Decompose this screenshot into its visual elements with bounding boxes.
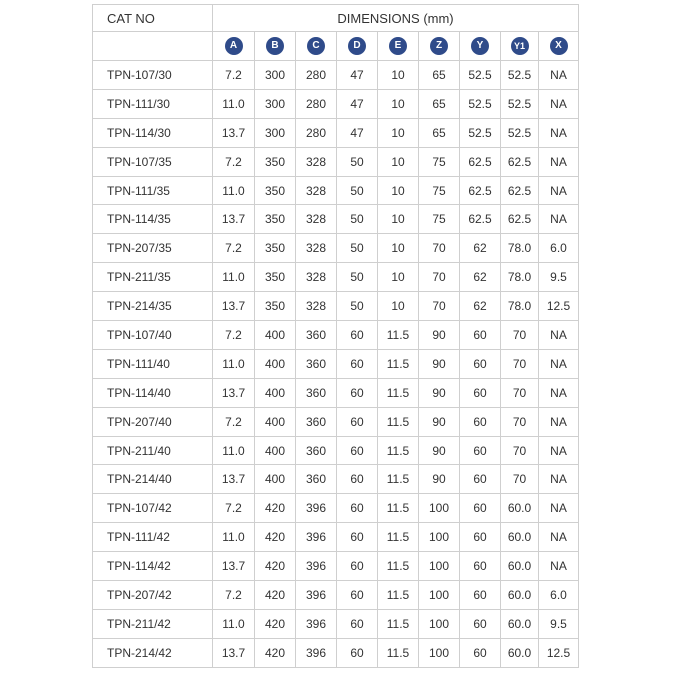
dim-y-cell: 60 <box>460 407 501 436</box>
dim-a-cell: 13.7 <box>213 378 255 407</box>
dim-c-cell: 328 <box>296 147 337 176</box>
dimensions-header: DIMENSIONS (mm) <box>213 5 579 32</box>
dim-e-cell: 10 <box>378 61 419 90</box>
dim-b-cell: 350 <box>255 205 296 234</box>
dim-d-cell: 47 <box>337 61 378 90</box>
table-row <box>93 205 579 234</box>
dim-a-cell: 13.7 <box>213 292 255 321</box>
dim-a-cell: 11.0 <box>213 523 255 552</box>
cat-no-header: CAT NO <box>93 5 213 32</box>
dim-z-cell: 90 <box>419 349 460 378</box>
dim-x-cell: NA <box>539 147 579 176</box>
dim-y-cell: 60 <box>460 321 501 350</box>
dim-a-cell: 11.0 <box>213 263 255 292</box>
cat-no-cell: TPN-207/42 <box>93 581 213 610</box>
dim-z-cell: 75 <box>419 205 460 234</box>
dim-b-cell: 300 <box>255 89 296 118</box>
dim-y1-cell: 52.5 <box>501 118 539 147</box>
dim-a-cell: 11.0 <box>213 176 255 205</box>
dim-b-cell: 400 <box>255 436 296 465</box>
dim-c-cell: 360 <box>296 436 337 465</box>
table-body <box>93 61 579 668</box>
dim-c-cell: 360 <box>296 465 337 494</box>
dim-b-cell: 300 <box>255 118 296 147</box>
table-row <box>93 552 579 581</box>
table-row <box>93 147 579 176</box>
dim-e-cell: 10 <box>378 234 419 263</box>
dim-y-cell: 60 <box>460 378 501 407</box>
dim-x-cell: NA <box>539 494 579 523</box>
dim-d-cell: 60 <box>337 638 378 667</box>
cat-no-cell: TPN-107/35 <box>93 147 213 176</box>
dim-y-cell: 52.5 <box>460 61 501 90</box>
col-d-header <box>337 32 378 61</box>
dim-c-cell: 396 <box>296 552 337 581</box>
dim-e-cell: 10 <box>378 118 419 147</box>
dim-c-cell: 328 <box>296 176 337 205</box>
dim-y-cell: 62.5 <box>460 176 501 205</box>
dim-y-cell: 62 <box>460 234 501 263</box>
dim-x-cell: NA <box>539 89 579 118</box>
dim-b-cell: 420 <box>255 523 296 552</box>
table-row <box>93 436 579 465</box>
dim-x-cell: 6.0 <box>539 581 579 610</box>
dim-x-cell: NA <box>539 176 579 205</box>
dim-x-cell: 12.5 <box>539 638 579 667</box>
dim-c-cell: 396 <box>296 609 337 638</box>
dim-y1-cell: 78.0 <box>501 292 539 321</box>
dim-y1-cell: 62.5 <box>501 205 539 234</box>
dim-z-cell: 65 <box>419 89 460 118</box>
col-y1-header <box>501 32 539 61</box>
dim-e-cell: 11.5 <box>378 609 419 638</box>
dim-e-cell: 11.5 <box>378 436 419 465</box>
dim-y-cell: 60 <box>460 436 501 465</box>
cat-no-cell: TPN-111/40 <box>93 349 213 378</box>
cat-no-cell: TPN-211/40 <box>93 436 213 465</box>
dim-b-cell: 350 <box>255 234 296 263</box>
col-x-badge: X <box>550 37 568 55</box>
dim-a-cell: 13.7 <box>213 552 255 581</box>
dim-a-cell: 7.2 <box>213 407 255 436</box>
dim-d-cell: 60 <box>337 465 378 494</box>
dim-e-cell: 11.5 <box>378 581 419 610</box>
dim-x-cell: NA <box>539 321 579 350</box>
dim-c-cell: 396 <box>296 523 337 552</box>
dim-b-cell: 350 <box>255 147 296 176</box>
table-row <box>93 263 579 292</box>
dim-d-cell: 50 <box>337 147 378 176</box>
dim-b-cell: 350 <box>255 292 296 321</box>
dim-e-cell: 11.5 <box>378 638 419 667</box>
dim-a-cell: 13.7 <box>213 638 255 667</box>
dim-b-cell: 400 <box>255 349 296 378</box>
table-row <box>93 523 579 552</box>
dim-z-cell: 90 <box>419 378 460 407</box>
dim-z-cell: 100 <box>419 494 460 523</box>
dim-y1-cell: 70 <box>501 349 539 378</box>
dim-z-cell: 100 <box>419 638 460 667</box>
col-e-badge: E <box>389 37 407 55</box>
dim-e-cell: 11.5 <box>378 378 419 407</box>
dim-c-cell: 360 <box>296 349 337 378</box>
col-y-header <box>460 32 501 61</box>
dim-d-cell: 60 <box>337 552 378 581</box>
dim-z-cell: 90 <box>419 321 460 350</box>
dim-a-cell: 11.0 <box>213 609 255 638</box>
dim-d-cell: 60 <box>337 523 378 552</box>
dim-c-cell: 360 <box>296 407 337 436</box>
dim-e-cell: 11.5 <box>378 494 419 523</box>
dim-b-cell: 300 <box>255 61 296 90</box>
col-b-badge: B <box>266 37 284 55</box>
dim-y1-cell: 60.0 <box>501 638 539 667</box>
col-y-badge: Y <box>471 37 489 55</box>
dim-y1-cell: 60.0 <box>501 552 539 581</box>
dim-y-cell: 60 <box>460 552 501 581</box>
dim-e-cell: 11.5 <box>378 465 419 494</box>
dim-a-cell: 7.2 <box>213 61 255 90</box>
table-row <box>93 118 579 147</box>
table-row <box>93 61 579 90</box>
col-c-header <box>296 32 337 61</box>
dim-y1-cell: 78.0 <box>501 263 539 292</box>
col-b-header <box>255 32 296 61</box>
dim-z-cell: 70 <box>419 234 460 263</box>
dim-d-cell: 50 <box>337 176 378 205</box>
dim-y1-cell: 60.0 <box>501 494 539 523</box>
header-row <box>93 5 579 32</box>
dim-d-cell: 60 <box>337 581 378 610</box>
dim-y-cell: 60 <box>460 523 501 552</box>
cat-no-cell: TPN-107/40 <box>93 321 213 350</box>
dim-z-cell: 70 <box>419 263 460 292</box>
dim-a-cell: 7.2 <box>213 321 255 350</box>
dim-y-cell: 52.5 <box>460 89 501 118</box>
col-a-badge: A <box>225 37 243 55</box>
dim-z-cell: 100 <box>419 523 460 552</box>
table-row <box>93 234 579 263</box>
col-c-badge: C <box>307 37 325 55</box>
dim-z-cell: 100 <box>419 609 460 638</box>
cat-no-cell: TPN-111/42 <box>93 523 213 552</box>
dim-x-cell: NA <box>539 61 579 90</box>
dim-z-cell: 90 <box>419 407 460 436</box>
dim-d-cell: 60 <box>337 494 378 523</box>
table-row <box>93 609 579 638</box>
dim-c-cell: 328 <box>296 292 337 321</box>
dim-y1-cell: 60.0 <box>501 581 539 610</box>
dim-e-cell: 10 <box>378 89 419 118</box>
table-row <box>93 89 579 118</box>
col-y1-badge: Y1 <box>511 37 529 55</box>
dim-c-cell: 328 <box>296 234 337 263</box>
table-row <box>93 638 579 667</box>
dim-y-cell: 62.5 <box>460 147 501 176</box>
table-row <box>93 321 579 350</box>
dim-x-cell: NA <box>539 118 579 147</box>
dim-c-cell: 328 <box>296 205 337 234</box>
dim-x-cell: NA <box>539 205 579 234</box>
column-badge-row <box>93 32 579 61</box>
dim-y-cell: 60 <box>460 349 501 378</box>
table-row <box>93 465 579 494</box>
cat-no-cell: TPN-111/35 <box>93 176 213 205</box>
dim-y1-cell: 62.5 <box>501 147 539 176</box>
dim-e-cell: 11.5 <box>378 349 419 378</box>
dim-x-cell: NA <box>539 349 579 378</box>
dim-d-cell: 60 <box>337 407 378 436</box>
dim-d-cell: 50 <box>337 205 378 234</box>
dim-e-cell: 11.5 <box>378 523 419 552</box>
dimensions-table <box>92 4 579 668</box>
dim-z-cell: 100 <box>419 581 460 610</box>
dim-b-cell: 400 <box>255 407 296 436</box>
cat-no-cell: TPN-114/30 <box>93 118 213 147</box>
dim-z-cell: 100 <box>419 552 460 581</box>
col-z-header <box>419 32 460 61</box>
dim-d-cell: 60 <box>337 321 378 350</box>
col-a-header <box>213 32 255 61</box>
dim-z-cell: 90 <box>419 436 460 465</box>
cat-no-cell: TPN-114/35 <box>93 205 213 234</box>
cat-no-cell: TPN-207/35 <box>93 234 213 263</box>
dim-a-cell: 13.7 <box>213 465 255 494</box>
dim-y-cell: 60 <box>460 609 501 638</box>
dim-e-cell: 10 <box>378 292 419 321</box>
dim-b-cell: 400 <box>255 378 296 407</box>
dim-b-cell: 400 <box>255 321 296 350</box>
dim-a-cell: 7.2 <box>213 234 255 263</box>
table-row <box>93 494 579 523</box>
dim-z-cell: 90 <box>419 465 460 494</box>
dim-x-cell: NA <box>539 407 579 436</box>
dim-z-cell: 65 <box>419 118 460 147</box>
dim-d-cell: 50 <box>337 263 378 292</box>
table-row <box>93 349 579 378</box>
dim-x-cell: NA <box>539 523 579 552</box>
cat-no-cell: TPN-114/40 <box>93 378 213 407</box>
dim-c-cell: 280 <box>296 89 337 118</box>
cat-no-cell: TPN-107/42 <box>93 494 213 523</box>
dim-a-cell: 7.2 <box>213 494 255 523</box>
cat-no-cell: TPN-214/35 <box>93 292 213 321</box>
dim-y-cell: 60 <box>460 638 501 667</box>
cat-no-cell: TPN-214/40 <box>93 465 213 494</box>
dim-d-cell: 47 <box>337 118 378 147</box>
dim-x-cell: 6.0 <box>539 234 579 263</box>
dim-e-cell: 10 <box>378 147 419 176</box>
cat-no-cell: TPN-211/42 <box>93 609 213 638</box>
dim-b-cell: 420 <box>255 609 296 638</box>
col-d-badge: D <box>348 37 366 55</box>
table-row <box>93 407 579 436</box>
dim-y1-cell: 60.0 <box>501 609 539 638</box>
dim-a-cell: 7.2 <box>213 581 255 610</box>
dim-y1-cell: 70 <box>501 436 539 465</box>
dim-d-cell: 47 <box>337 89 378 118</box>
dim-y1-cell: 70 <box>501 378 539 407</box>
dim-z-cell: 75 <box>419 147 460 176</box>
dim-x-cell: 9.5 <box>539 263 579 292</box>
dim-c-cell: 328 <box>296 263 337 292</box>
cat-no-cell: TPN-211/35 <box>93 263 213 292</box>
col-z-badge: Z <box>430 37 448 55</box>
table-row <box>93 292 579 321</box>
dim-y-cell: 52.5 <box>460 118 501 147</box>
dim-c-cell: 396 <box>296 494 337 523</box>
dim-a-cell: 7.2 <box>213 147 255 176</box>
dim-y-cell: 60 <box>460 581 501 610</box>
cat-no-cell: TPN-207/40 <box>93 407 213 436</box>
dim-b-cell: 420 <box>255 494 296 523</box>
dim-c-cell: 280 <box>296 118 337 147</box>
cat-no-cell: TPN-111/30 <box>93 89 213 118</box>
dim-a-cell: 13.7 <box>213 118 255 147</box>
col-e-header <box>378 32 419 61</box>
dim-e-cell: 10 <box>378 176 419 205</box>
dim-y1-cell: 70 <box>501 465 539 494</box>
dim-y1-cell: 52.5 <box>501 61 539 90</box>
dim-a-cell: 11.0 <box>213 436 255 465</box>
dim-d-cell: 60 <box>337 349 378 378</box>
badge-row-spacer <box>93 32 213 61</box>
dim-z-cell: 70 <box>419 292 460 321</box>
dim-y-cell: 60 <box>460 494 501 523</box>
dim-a-cell: 11.0 <box>213 89 255 118</box>
dim-d-cell: 60 <box>337 609 378 638</box>
dim-x-cell: NA <box>539 552 579 581</box>
dim-y1-cell: 60.0 <box>501 523 539 552</box>
dim-x-cell: 12.5 <box>539 292 579 321</box>
dim-d-cell: 60 <box>337 378 378 407</box>
dim-x-cell: NA <box>539 436 579 465</box>
dim-e-cell: 10 <box>378 205 419 234</box>
dim-a-cell: 11.0 <box>213 349 255 378</box>
dim-b-cell: 350 <box>255 263 296 292</box>
dim-c-cell: 360 <box>296 321 337 350</box>
dim-e-cell: 11.5 <box>378 407 419 436</box>
dim-b-cell: 400 <box>255 465 296 494</box>
dim-x-cell: NA <box>539 465 579 494</box>
dim-y1-cell: 52.5 <box>501 89 539 118</box>
dim-y1-cell: 70 <box>501 321 539 350</box>
dim-z-cell: 75 <box>419 176 460 205</box>
dim-x-cell: 9.5 <box>539 609 579 638</box>
dim-y1-cell: 62.5 <box>501 176 539 205</box>
cat-no-cell: TPN-107/30 <box>93 61 213 90</box>
dim-c-cell: 396 <box>296 638 337 667</box>
dim-y-cell: 60 <box>460 465 501 494</box>
cat-no-cell: TPN-114/42 <box>93 552 213 581</box>
table-row <box>93 378 579 407</box>
table-row <box>93 176 579 205</box>
dim-e-cell: 11.5 <box>378 321 419 350</box>
dim-e-cell: 11.5 <box>378 552 419 581</box>
dim-b-cell: 420 <box>255 552 296 581</box>
dim-y-cell: 62 <box>460 292 501 321</box>
dim-c-cell: 396 <box>296 581 337 610</box>
dim-b-cell: 420 <box>255 638 296 667</box>
dim-d-cell: 50 <box>337 292 378 321</box>
dim-b-cell: 420 <box>255 581 296 610</box>
dim-e-cell: 10 <box>378 263 419 292</box>
dim-z-cell: 65 <box>419 61 460 90</box>
dim-d-cell: 60 <box>337 436 378 465</box>
dim-b-cell: 350 <box>255 176 296 205</box>
dim-c-cell: 280 <box>296 61 337 90</box>
dim-y1-cell: 70 <box>501 407 539 436</box>
dim-a-cell: 13.7 <box>213 205 255 234</box>
dim-y-cell: 62 <box>460 263 501 292</box>
cat-no-cell: TPN-214/42 <box>93 638 213 667</box>
dim-y-cell: 62.5 <box>460 205 501 234</box>
col-x-header <box>539 32 579 61</box>
dim-y1-cell: 78.0 <box>501 234 539 263</box>
table-row <box>93 581 579 610</box>
dim-c-cell: 360 <box>296 378 337 407</box>
dim-d-cell: 50 <box>337 234 378 263</box>
dim-x-cell: NA <box>539 378 579 407</box>
